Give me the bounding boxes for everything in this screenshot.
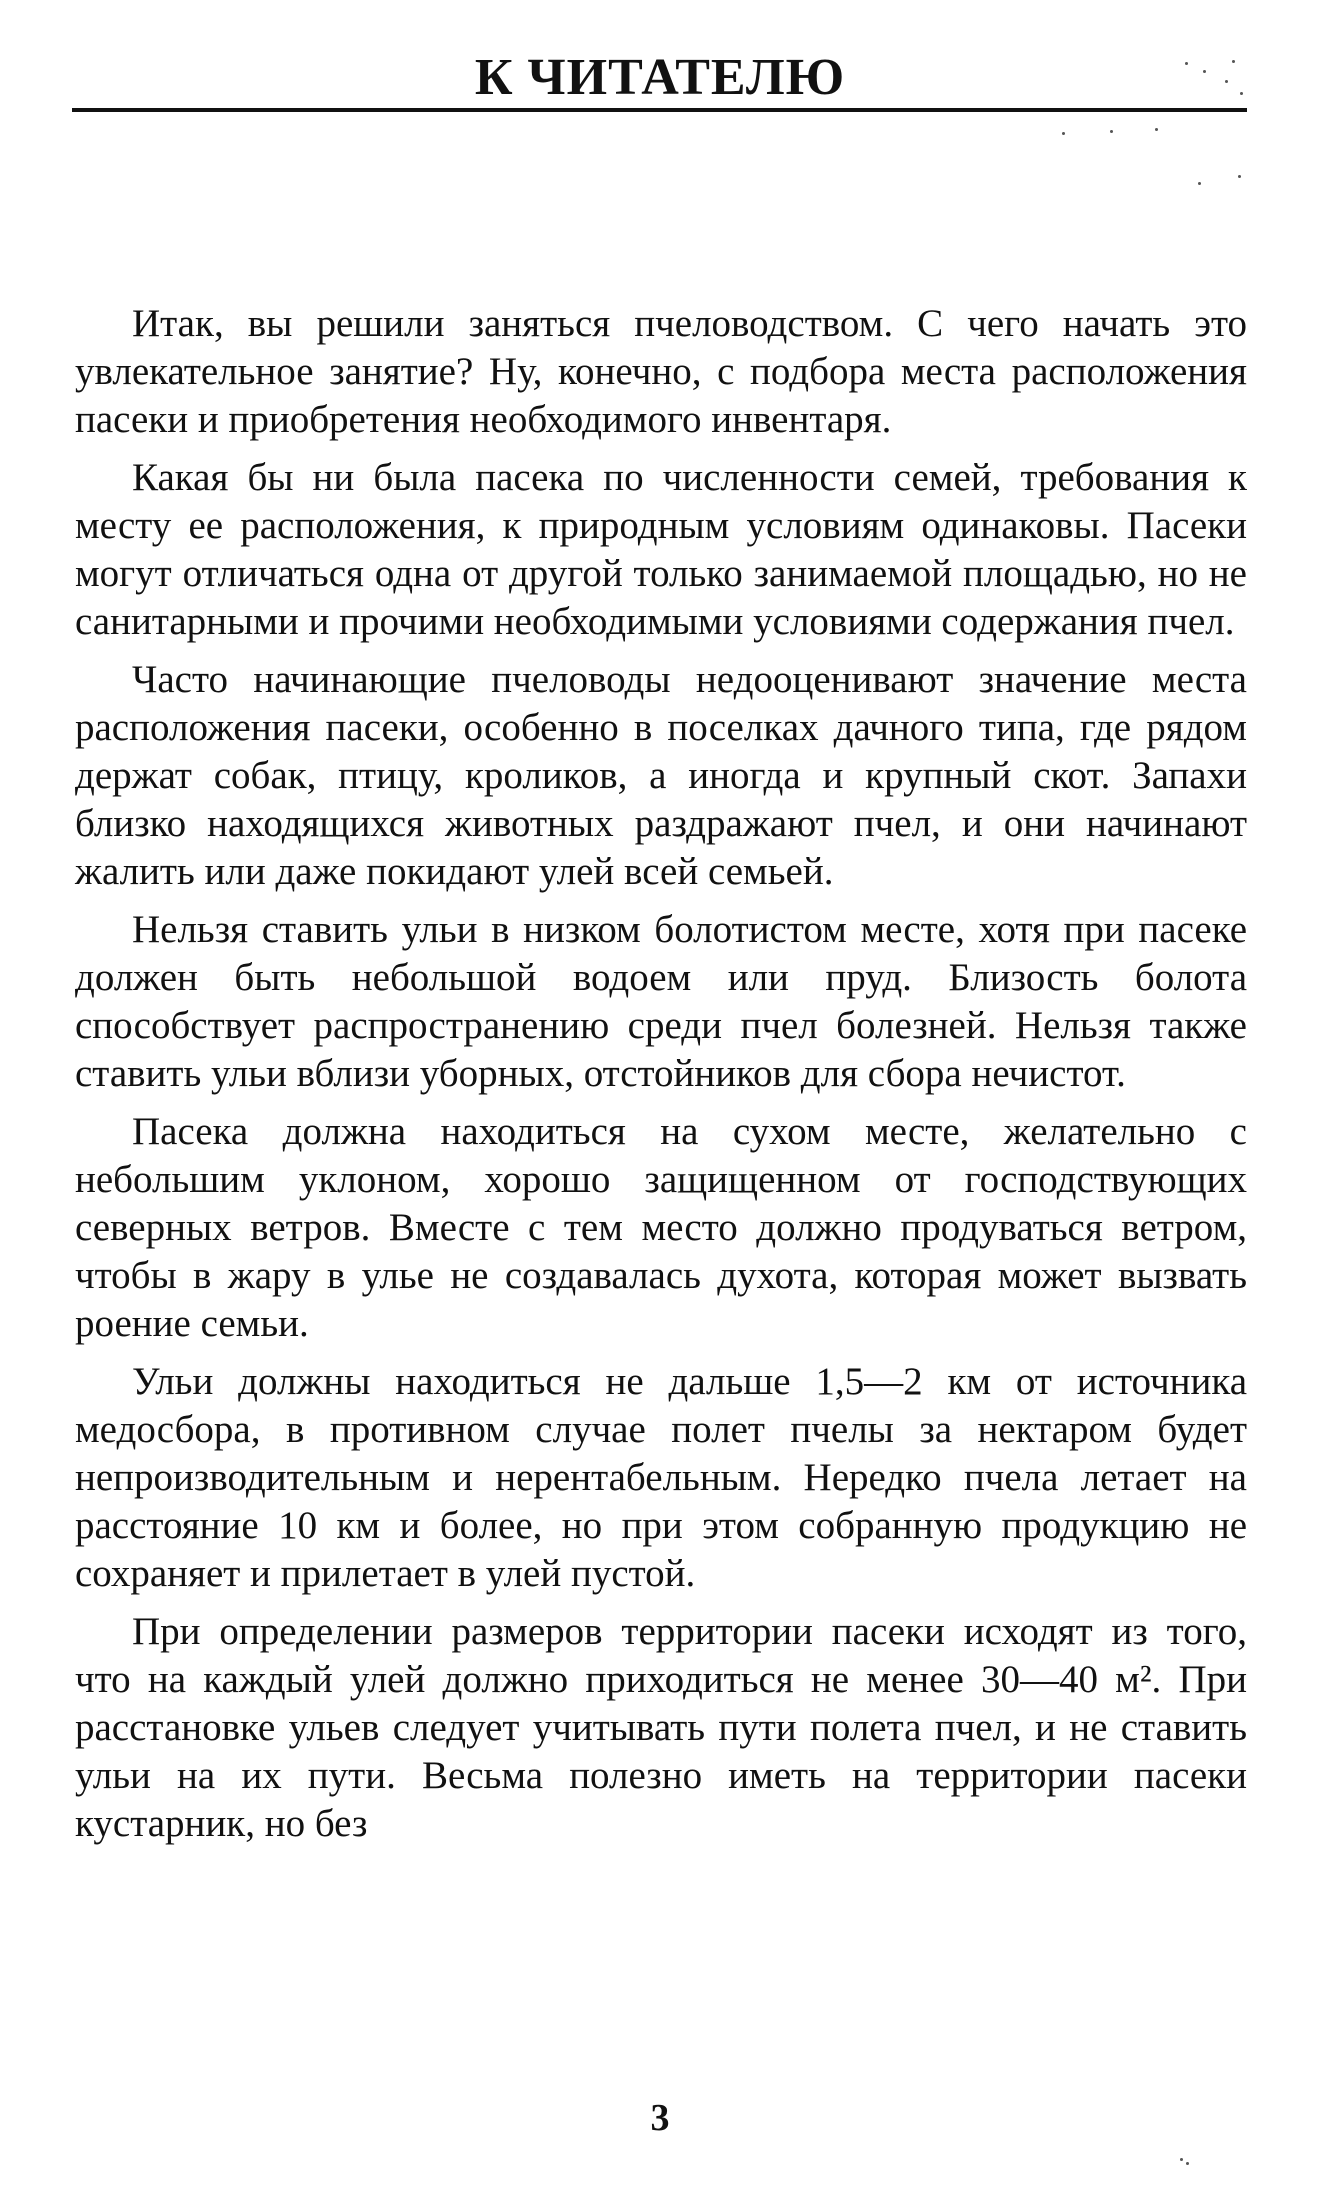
- paragraph-7: При определении размеров территории пасеки исходят из того, что на каждый улей должно приходиться не менее 30—40 м². При расстановке ульев следует учитывать пути полета пчел, и не ставить ульи на их пути. Весьма полезно иметь на территории пасеки кустарник, но без: [75, 1610, 1247, 1845]
- paragraph-3: Часто начинающие пчеловоды недооценивают значение места расположения пасеки, особенно в поселках дачного типа, где рядом держат собак, птицу, кроликов, а иногда и крупный скот. Запахи близко находящихся животных раздражают пчел, и они начинают жалить или даже покидают улей всей семьей.: [75, 658, 1247, 893]
- paragraph-1: Итак, вы решили заняться пчеловодством. С чего начать это увлекательное занятие? Ну, конечно, с подбора места расположения пасеки и приобретения необходимого инвентаря.: [75, 302, 1247, 441]
- body-text: [75, 300, 1247, 1858]
- paragraph-5: Пасека должна находиться на сухом месте, желательно с небольшим уклоном, хорошо защищенном от господствующих северных ветров. Вместе с тем место должно продуваться ветром, чтобы в жару в улье не создавалась духота, которая может вызвать роение семьи.: [75, 1110, 1247, 1345]
- paragraph-6: Ульи должны находиться не дальше 1,5—2 км от источника медосбора, в противном случае полет пчелы за нектаром будет непроизводительным и нерентабельным. Нередко пчела летает на расстояние 10 км и более, но при этом собранную продукцию не сохраняет и прилетает в улей пустой.: [75, 1360, 1247, 1595]
- page-title: К ЧИТАТЕЛЮ: [474, 49, 846, 106]
- page-number: 3: [650, 2097, 670, 2139]
- title-underline: [72, 108, 1247, 112]
- paragraph-4: Нельзя ставить ульи в низком болотистом месте, хотя при пасеке должен быть небольшой водоем или пруд. Близость болота способствует распространению среди пчел болезней. Нельзя также ставить ульи вблизи уборных, отстойников для сбора нечистот.: [75, 908, 1247, 1095]
- paragraph-2: Какая бы ни была пасека по численности семей, требования к месту ее расположения, к природным условиям одинаковы. Пасеки могут отличаться одна от другой только занимаемой площадью, но не санитарными и прочими необходимыми условиями содержания пчел.: [75, 456, 1247, 643]
